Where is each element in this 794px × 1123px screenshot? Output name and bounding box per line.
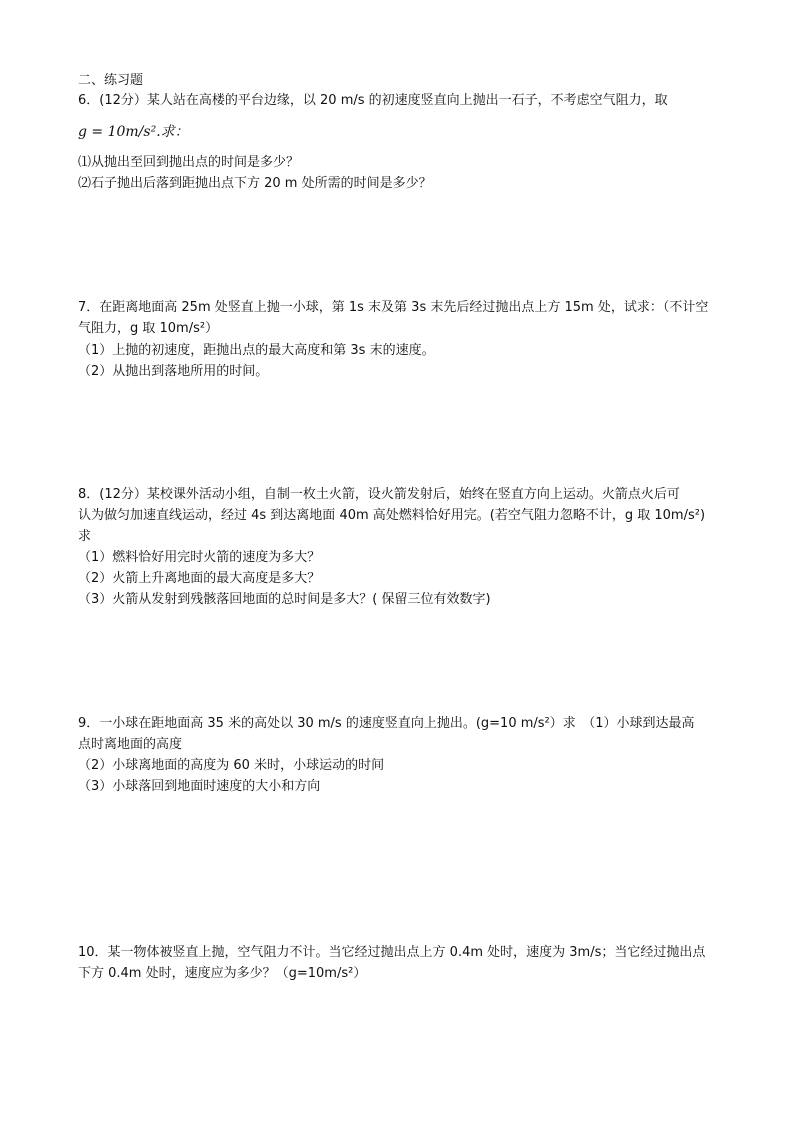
section-title: 二、练习题 bbox=[78, 73, 144, 88]
q9-line-2: 点时离地面的高度 bbox=[78, 737, 183, 752]
q9-part-3: （3）小球落回到地面时速度的大小和方向 bbox=[78, 779, 321, 794]
q7-part-2: （2）从抛出到落地所用的时间。 bbox=[78, 364, 269, 379]
q7-line-2: 气阻力，g 取 10m/s²） bbox=[78, 321, 219, 336]
q7-part-1: （1）上抛的初速度，距抛出点的最大高度和第 3s 末的速度。 bbox=[78, 343, 435, 358]
q6-line-1: 6．(12分）某人站在高楼的平台边缘，以 20 m/s 的初速度竖直向上抛出一石子，不考虑空气阻力，取 bbox=[78, 93, 668, 108]
q9-part-2: （2）小球离地面的高度为 60 米时，小球运动的时间 bbox=[78, 758, 385, 773]
q6-part-1: ⑴从抛出至回到抛出点的时间是多少？ bbox=[78, 155, 300, 170]
q8-line-3: 求 bbox=[78, 529, 92, 544]
q7-line-1: 7．在距离地面高 25m 处竖直上抛一小球，第 1s 末及第 3s 末先后经过抛出点上方 15m 处，试求：（不计空 bbox=[78, 300, 709, 315]
q6-part-2: ⑵石子抛出后落到距抛出点下方 20 m 处所需的时间是多少？ bbox=[78, 176, 432, 191]
q10-line-1: 10．某一物体被竖直上抛，空气阻力不计。当它经过抛出点上方 0.4m 处时，速度为 3m/s；当它经过抛出点 bbox=[78, 945, 706, 960]
q8-part-2: （2）火箭上升离地面的最大高度是多大？ bbox=[78, 571, 321, 586]
q8-part-3: （3）火箭从发射到残骸落回地面的总时间是多大？( 保留三位有效数字) bbox=[78, 592, 491, 607]
q10-line-2: 下方 0.4m 处时，速度应为多少？（g=10m/s²） bbox=[78, 966, 367, 981]
q8-line-1: 8．(12分）某校课外活动小组，自制一枚土火箭，设火箭发射后，始终在竖直方向上运动。火箭点火后可 bbox=[78, 487, 680, 502]
q6-formula: g = 10m/s².求： bbox=[78, 124, 189, 140]
q9-line-1: 9．一小球在距地面高 35 米的高处以 30 m/s 的速度竖直向上抛出。(g=10 m/s²）求 （1）小球到达最高 bbox=[78, 716, 695, 731]
q8-part-1: （1）燃料恰好用完时火箭的速度为多大？ bbox=[78, 550, 321, 565]
q8-line-2: 认为做匀加速直线运动，经过 4s 到达离地面 40m 高处燃料恰好用完。(若空气阻力忽略不计，g 取 10m/s²) bbox=[78, 508, 706, 523]
